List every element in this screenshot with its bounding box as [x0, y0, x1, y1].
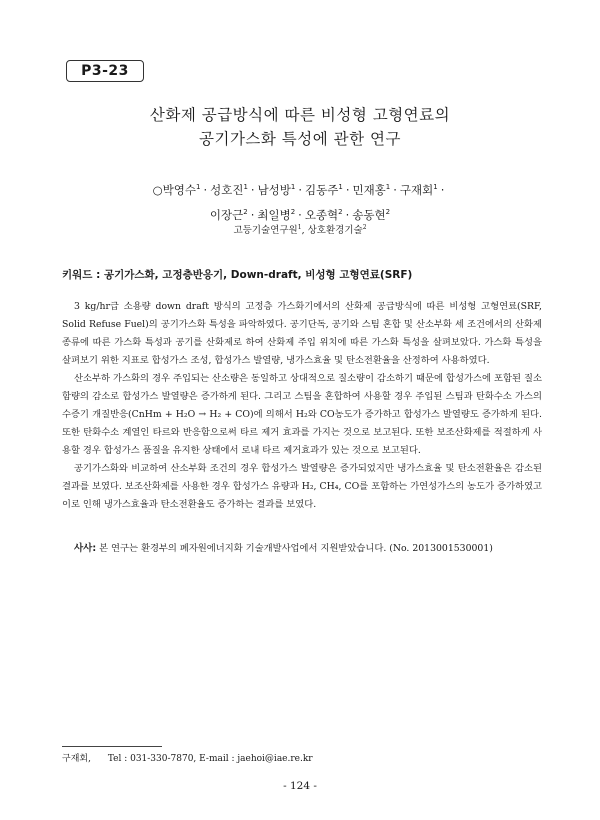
abstract-paragraph: 3 kg/hr급 소용량 down draft 방식의 고정층 가스화기에서의 산화제 공급방식에 따른 비성형 고형연료(SRF, Solid Refuse Fuel)의 공기가스화 특성을 파악하였다. 공기단독, 공기와 스팀 혼합 및 산소부화 세 조건에서의 산화제 종류에 따른 가스화 특성과 공기를 산화제로 하여 산화제 주입 위치에 따른 가스화 특성을 살펴보았다. 가스화 특성을 살펴보기 위한 지표로 합성가스 조성, 합성가스 발열량, 냉가스효율 및 탄소전환율을 산정하여 사용하였다. [62, 301, 542, 366]
author-name: 남성방 [257, 183, 291, 197]
author-affiliation-sup: 1 [433, 183, 438, 191]
author-separator: · [393, 183, 397, 197]
author-separator: · [298, 183, 303, 197]
footnote-name: 구재회, [62, 754, 91, 764]
abstract-paragraph: 공기가스화와 비교하여 산소부화 조건의 경우 합성가스 발열량은 증가되었지만 냉가스효율 및 탄소전환율은 감소된 결과를 보였다. 보조산화제를 사용한 경우 합성가스 유량과 H₂, CH₄, CO를 포함하는 가연성가스의 농도가 증가하였고 이로 인해 냉가스효율과 탄소전환율도 증가하는 결과를 보였다. [62, 463, 542, 510]
author-list [0, 176, 600, 226]
author-separator: · [203, 183, 208, 197]
author-affiliation-sup: 1 [243, 183, 248, 191]
page-id-badge: P3-23 [66, 60, 144, 82]
author-line-1 [0, 176, 600, 201]
author-affiliation-sup: 1 [385, 183, 391, 191]
author-separator: · [440, 183, 445, 197]
author-affiliation-sup: 1 [290, 183, 296, 191]
author-name: 김동주 [305, 183, 339, 197]
abstract-paragraph: 산소부하 가스화의 경우 주입되는 산소량은 동일하고 상대적으로 질소량이 감소하기 때문에 합성가스에 포함된 질소함량의 감소로 합성가스 발열량은 증가하게 된다. 그리고 스팀을 혼합하여 사용할 경우 주입된 스팀과 탄화수소 가스의 수증기 개질반응(CnHm + H₂O → H₂ + CO)에 의해서 H₂와 CO농도가 증가하고 합성가스 발열량도 증가하게 된다. 또한 탄화수소 계열인 타르와 반응함으로써 타르 제거 효과를 가지는 것으로 보고된다. 또한 보조산화제를 적절하게 사용할 경우 합성가스 품질을 유지한 상태에서 로내 타르 제거효과가 있는 것으로 보고된다. [62, 373, 542, 456]
affiliation-2-sup: 2 [362, 224, 367, 231]
author-name: 최일병 [257, 208, 291, 222]
affiliation-separator: , [301, 225, 305, 236]
author-name: 성호진 [210, 183, 244, 197]
acknowledgement-text: 본 연구는 환경부의 폐자원에너지화 기술개발사업에서 지원받았습니다. (No. 2013001530001) [99, 543, 493, 554]
author-name: 송동현 [352, 208, 386, 222]
author-affiliation-sup: 1 [195, 183, 201, 191]
author-affiliation-sup: 2 [290, 208, 296, 216]
author-separator: · [250, 208, 255, 222]
author-name: 박영수 [162, 183, 196, 197]
footnote-email: E-mail : jaehoi@iae.re.kr [199, 754, 313, 764]
page-number: - 124 - [283, 780, 317, 792]
acknowledgement [62, 540, 542, 558]
affiliation-2: 상호환경기술 [307, 225, 363, 236]
author-name: 민재홍 [352, 183, 386, 197]
presenter-mark: ○ [152, 183, 163, 197]
author-affiliation-sup: 2 [385, 208, 391, 216]
author-name: 구재회 [399, 183, 434, 197]
acknowledgement-label: 사사: [74, 543, 97, 554]
author-affiliation-sup: 1 [338, 183, 343, 191]
footnote-tel: Tel : 031-330-7870, [107, 754, 197, 764]
author-name: 오종혁 [304, 208, 339, 222]
footnote [62, 752, 542, 766]
paper-title [0, 103, 600, 151]
affiliation-1-sup: 1 [297, 224, 302, 231]
author-separator: · [250, 183, 255, 197]
author-separator: · [345, 208, 350, 222]
affiliations [0, 221, 600, 238]
author-affiliation-sup: 2 [338, 208, 343, 216]
keywords: 키워드 : 공기가스화, 고정층반응기, Down-draft, 비성형 고형연료(SRF) [62, 269, 413, 281]
title-line-1: 산화제 공급방식에 따른 비성형 고형연료의 [149, 106, 451, 124]
author-separator: · [345, 183, 350, 197]
author-separator: · [298, 208, 302, 222]
author-name: 이장근 [209, 208, 244, 222]
abstract [62, 298, 542, 514]
affiliation-1: 고등기술연구원 [233, 225, 298, 236]
footnote-divider [62, 746, 162, 747]
author-affiliation-sup: 2 [243, 208, 248, 216]
title-line-2: 공기가스화 특성에 관한 연구 [199, 130, 401, 148]
